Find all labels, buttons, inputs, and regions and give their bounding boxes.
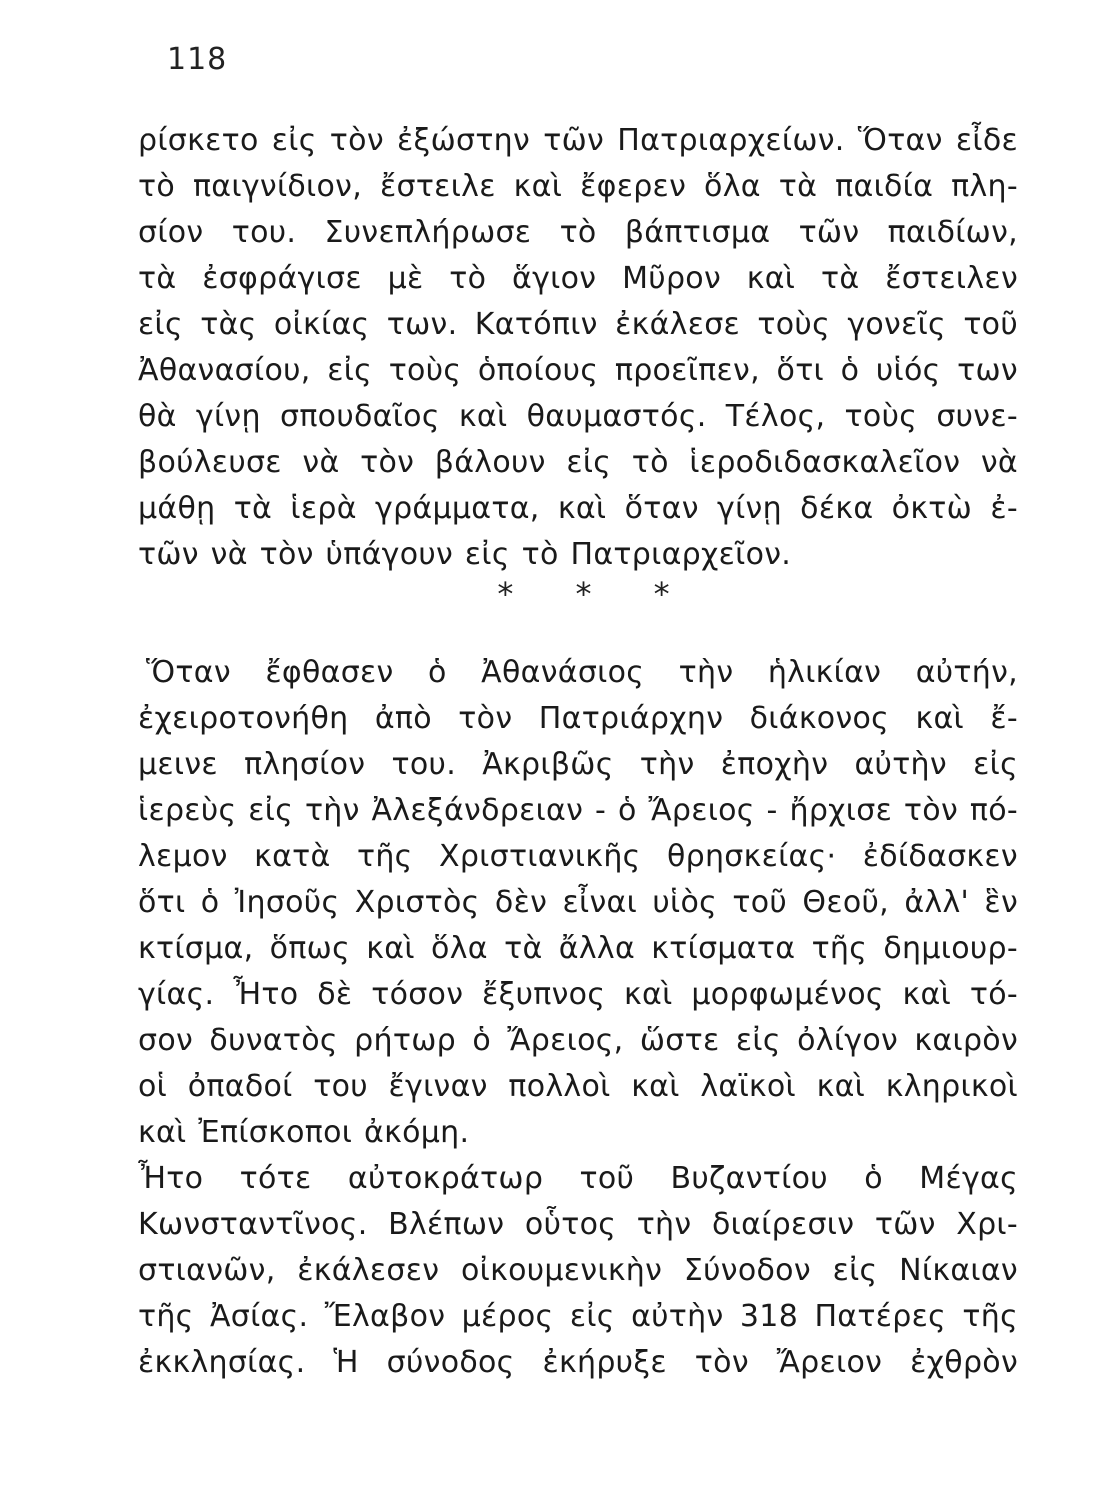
text-line: τῆς Ἀσίας. Ἔλαβον μέρος εἰς αὐτὴν 318 Πατέρες τῆς: [138, 1299, 1018, 1334]
text-line: εἰς τὰς οἰκίας των. Κατόπιν ἐκάλεσε τοὺς γονεῖς τοῦ: [138, 307, 1018, 342]
text-line: σίον του. Συνεπλήρωσε τὸ βάπτισμα τῶν παιδίων,: [138, 215, 1018, 250]
text-line: μάθῃ τὰ ἱερὰ γράμματα, καὶ ὅταν γίνῃ δέκα ὀκτὼ ἐ-: [138, 491, 1018, 526]
text-line: καὶ Ἐπίσκοποι ἀκόμη.: [138, 1115, 470, 1150]
text-line: λεμον κατὰ τῆς Χριστιανικῆς θρησκείας· ἐδίδασκεν: [138, 839, 1018, 874]
text-line: τὰ ἐσφράγισε μὲ τὸ ἅγιον Μῦρον καὶ τὰ ἔστειλεν: [138, 261, 1018, 296]
text-line: μεινε πλησίον του. Ἀκριβῶς τὴν ἐποχὴν αὐτὴν εἰς: [138, 747, 1018, 782]
paragraph-2: [138, 650, 1018, 1386]
text-line: Ἦτο τότε αὐτοκράτωρ τοῦ Βυζαντίου ὁ Μέγας: [138, 1161, 1018, 1196]
text-line: Ὅταν ἔφθασεν ὁ Ἀθανάσιος τὴν ἡλικίαν αὐτήν,: [146, 655, 1018, 690]
text-line: Κωνσταντῖνος. Βλέπων οὗτος τὴν διαίρεσιν τῶν Χρι-: [138, 1207, 1018, 1242]
page-number: 118: [167, 42, 228, 77]
text-line: γίας. Ἦτο δὲ τόσον ἔξυπνος καὶ μορφωμένος καὶ τό-: [138, 977, 1018, 1012]
text-line: Ἀθανασίου, εἰς τοὺς ὁποίους προεῖπεν, ὅτι ὁ υἱός των: [138, 353, 1018, 388]
text-line: σον δυνατὸς ρήτωρ ὁ Ἄρειος, ὥστε εἰς ὀλίγον καιρὸν: [138, 1023, 1018, 1058]
text-line: τῶν νὰ τὸν ὑπάγουν εἰς τὸ Πατριαρχεῖον.: [138, 537, 792, 572]
text-line: ἱερεὺς εἰς τὴν Ἀλεξάνδρειαν - ὁ Ἄρειος - ἤρχισε τὸν πό-: [138, 793, 1018, 828]
text-line: βούλευσε νὰ τὸν βάλουν εἰς τὸ ἱεροδιδασκαλεῖον νὰ: [138, 445, 1018, 480]
text-line: κτίσμα, ὅπως καὶ ὅλα τὰ ἄλλα κτίσματα τῆς δημιουρ-: [138, 931, 1018, 966]
text-line: ἐκκλησίας. Ἡ σύνοδος ἐκήρυξε τὸν Ἄρειον ἐχθρὸν: [138, 1345, 1018, 1380]
text-line: οἱ ὀπαδοί του ἔγιναν πολλοὶ καὶ λαϊκοὶ καὶ κληρικοὶ: [138, 1069, 1018, 1104]
text-line: ὅτι ὁ Ἰησοῦς Χριστὸς δὲν εἶναι υἱὸς τοῦ Θεοῦ, ἀλλ' ἓν: [138, 885, 1018, 920]
paragraph-1: [138, 118, 1018, 578]
text-line: τὸ παιγνίδιον, ἔστειλε καὶ ἔφερεν ὅλα τὰ παιδία πλη-: [138, 169, 1018, 204]
text-line: ρίσκετο εἰς τὸν ἐξώστην τῶν Πατριαρχείων. Ὅταν εἶδε: [138, 123, 1018, 158]
text-line: ἐχειροτονήθη ἀπὸ τὸν Πατριάρχην διάκονος καὶ ἔ-: [138, 701, 1018, 736]
text-line: θὰ γίνῃ σπουδαῖος καὶ θαυμαστός. Τέλος, τοὺς συνε-: [138, 399, 1018, 434]
section-separator: * * *: [497, 575, 696, 613]
text-line: στιανῶν, ἐκάλεσεν οἰκουμενικὴν Σύνοδον εἰς Νίκαιαν: [138, 1253, 1018, 1288]
